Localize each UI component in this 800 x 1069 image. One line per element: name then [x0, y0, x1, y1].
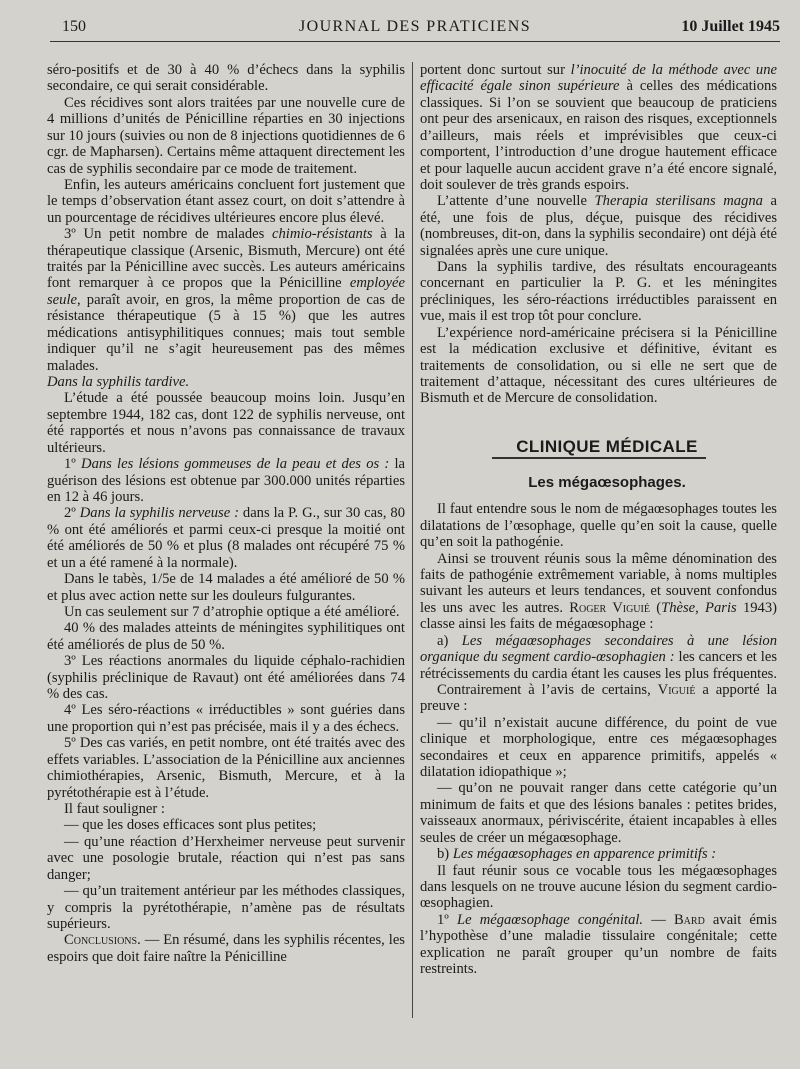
paragraph: portent donc surtout sur l’inocuité de la méthode avec une efficacité égale sinon supérieure à celles des médications classiques. Si l’on se souvient que beaucoup de praticiens ont peur des arsenicaux, en raison des risques, exceptionnels d’ailleurs, mais réels et imprévisibles que ceux-ci comportent, l’introduction d’une drogue hautement efficace et pour laquelle aucun accident grave n’a été encore signalé, doit soulever de très grands espoirs. [420, 62, 778, 193]
paragraph: Il faut entendre sous le nom de mégaœsophages toutes les dilatations de l’œsophage, quelle qu’en soit la cause, quelle qu’en soit la pathogénie. [420, 501, 777, 551]
paragraph: — qu’un traitement antérieur par les méthodes classiques, y compris la pyrétothérapie, n’amène pas de résultats supérieurs. [47, 883, 405, 932]
paragraph: Dans la syphilis tardive, des résultats encourageants concernant en particulier la P. G. et les méningites précliniques, les séro-réactions irréductibles paraissent en vue, mais il est trop tôt pour conclure. [420, 259, 777, 325]
paragraph: 3º Un petit nombre de malades chimio-résistants à la thérapeutique classique (Arsenic, Bismuth, Mercure) ont été traités par la Pénicilline avec succès. Les auteurs américains font remarquer à ce propos que la Pénicilline employée seule, paraît avoir, en gros, la même proportion de cas de résistance thérapeutique (5 à 15 %) que les autres médications antisyphilitiques connues; mais tout semble indiquer qu’il ne s’agit heureusement pas des mêmes malades. [47, 226, 406, 374]
paragraph: 4º Les séro-réactions « irréductibles » sont guéries dans une proportion qui n’est pas précisée, mais il y a des échecs. [47, 702, 405, 735]
paragraph: 5º Des cas variés, en petit nombre, ont été traités avec des effets variables. L’association de la Pénicilline aux anciennes chimiothérapies, Arsenic, Bismuth, Mercure, et à la pyrétothérapie est à l’étude. [47, 735, 405, 801]
paragraph: séro-positifs et de 30 à 40 % d’échecs dans la syphilis secondaire, ce qui serait considérable. [47, 62, 405, 95]
paragraph: L’expérience nord-américaine précisera si la Pénicilline est la médication exclusive et définitive, évitant es traitements de consolidation, ou si elle ne sert que de traitement d’attaque, nécessitant des cures ultérieures de Bismuth et de Mercure de consolidation. [420, 324, 777, 407]
paragraph: 2º Dans la syphilis nerveuse : dans la P. G., sur 30 cas, 80 % ont été améliorés et parmi ceux-ci presque la moitié ont été améliorés de 50 % et plus (8 malades ont récupéré 75 % et un a été ramené à la normale). [47, 505, 405, 571]
paragraph: Il faut réunir sous ce vocable tous les mégaœsophages dans lesquels on ne trouve aucune lésion du segment cardio-œsophagien. [420, 862, 777, 912]
paragraph: b) Les mégaœsophages en apparence primitifs : [437, 846, 717, 863]
paragraph: — qu’il n’existait aucune différence, du point de vue clinique et morphologique, entre ces mégaœsophages secondaires et ceux en apparence primitifs, appelés « dilatation idiopathique »; [420, 714, 777, 781]
paragraph: 3º Les réactions anormales du liquide céphalo-rachidien (syphilis préclinique de Ravaut) ont été améliorées dans 74 % des cas. [47, 653, 405, 703]
paragraph: Ainsi se trouvent réunis sous la même dénomination des faits de pathogénie extrêmement variable, à noms multiples suivant les auteurs et leurs tendances, et souvent confondus les uns avec les autres. Roger Viguié (Thèse, Paris 1943) classe ainsi les faits de mégaœsophage : [420, 550, 777, 633]
paragraph: L’étude a été poussée beaucoup moins loin. Jusqu’en septembre 1944, 182 cas, dont 122 de syphilis nerveuse, ont été rapportés et nous n’avons pas connaissance de travaux ultérieurs. [47, 390, 405, 456]
paragraph: Contrairement à l’avis de certains, Viguié a apporté la preuve : [420, 681, 778, 715]
section-title: CLINIQUE MÉDICALE [492, 437, 706, 459]
left-column [47, 62, 405, 965]
paragraph: Dans le tabès, 1/5e de 14 malades a été amélioré de 50 % et plus avec action nette sur les douleurs fulgurantes. [47, 571, 405, 604]
subheading: Dans la syphilis tardive. [47, 374, 190, 391]
paragraph: 40 % des malades atteints de méningites syphilitiques ont été améliorés de plus de 50 %. [47, 620, 405, 653]
paragraph: Ces récidives sont alors traitées par une nouvelle cure de 4 millions d’unités de Pénicilline réparties en 30 injections sur 10 jours (suivies ou non de 8 injections quotidiennes de 6 cgr. de Mapharsen). Certains même attaquent directement les cas de syphilis secondaire par ce mode de traitement. [47, 94, 405, 177]
page-header [50, 14, 780, 42]
page-number: 150 [62, 18, 86, 35]
paragraph: — qu’une réaction d’Herxheimer nerveuse peut survenir avec une posologie brutale, réaction qui n’est pas sans danger; [47, 833, 405, 883]
journal-title: JOURNAL DES PRATICIENS [298, 18, 531, 35]
paragraph: Il faut souligner : [64, 800, 165, 817]
issue-date: 10 Juillet 1945 [681, 18, 780, 35]
right-column [420, 62, 777, 978]
header-rule [50, 41, 780, 42]
paragraph: a) Les mégaœsophages secondaires à une lésion organique du segment cardio-œsophagien : les cancers et les rétrécissements du cardia étant les causes les plus fréquentes. [420, 632, 778, 682]
paragraph: — que les doses efficaces sont plus petites; [64, 817, 317, 834]
paragraph: Un cas seulement sur 7 d’atrophie optique a été amélioré. [64, 603, 400, 620]
column-divider [412, 62, 413, 1018]
conclusions-paragraph: Conclusions. — En résumé, dans les syphilis récentes, les espoirs que doit faire naître la Pénicilline [47, 932, 405, 965]
article-title: Les mégaœsophages. [528, 473, 686, 491]
paragraph: Enfin, les auteurs américains concluent fort justement que le temps d’observation étant assez court, on doit s’attendre à un pourcentage de récidives ultérieures encore plus élevé. [47, 176, 405, 226]
paragraph: — qu’on ne pouvait ranger dans cette catégorie qu’un minimum de faits et que des lésions banales : petites brides, vaisseaux anormaux, périviscérite, étaient incapables à elles seules de créer un mégaœsophage. [420, 780, 777, 846]
paragraph: L’attente d’une nouvelle Therapia sterilisans magna a été, une fois de plus, déçue, puisque des récidives (nombreuses, dit-on, dans la syphilis secondaire) ont déjà été signalées après une cure unique. [420, 193, 777, 259]
paragraph: 1º Dans les lésions gommeuses de la peau et des os : la guérison des lésions est obtenue par 300.000 unités réparties en 12 à 46 jours. [47, 456, 405, 505]
paragraph: 1º Le mégaœsophage congénital. — Bard avait émis l’hypothèse d’une maladie tissulaire congénitale; cette explication ne paraît grouper qu’un nombre de faits restreints. [420, 911, 777, 978]
